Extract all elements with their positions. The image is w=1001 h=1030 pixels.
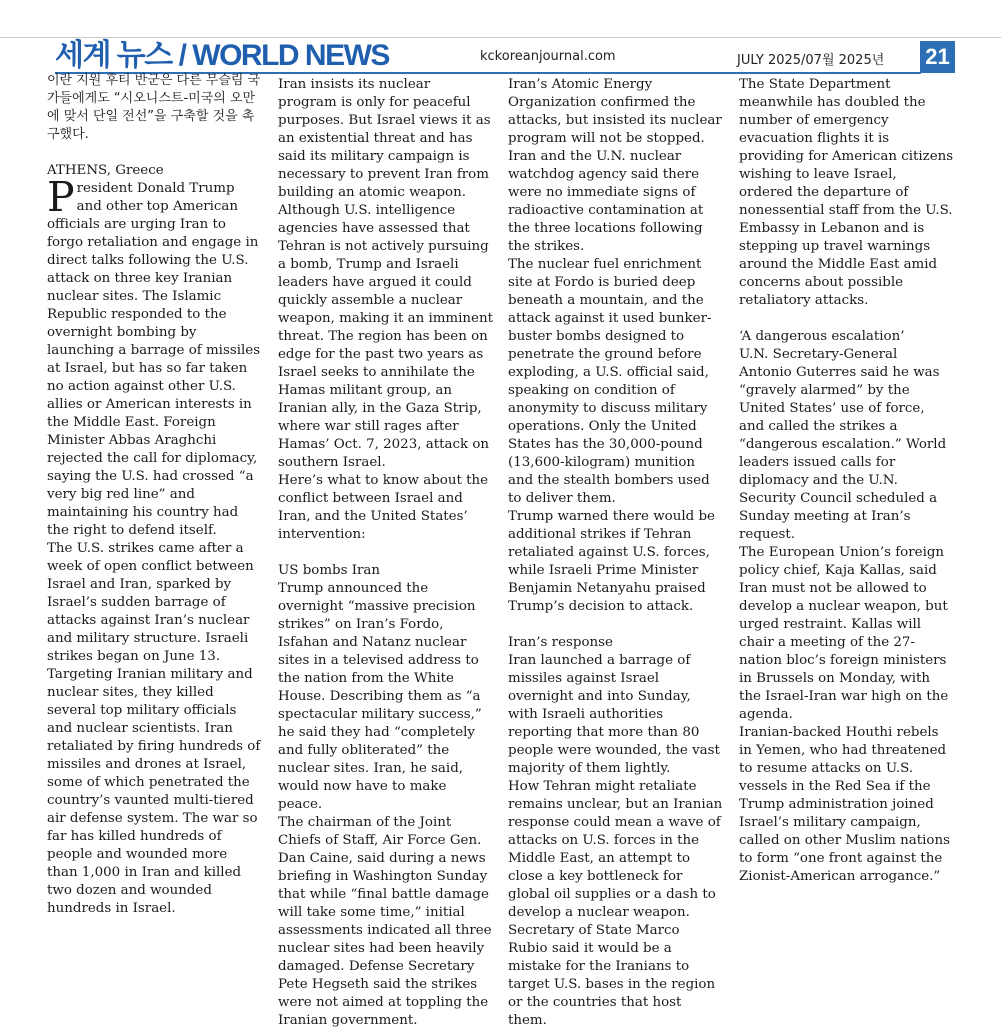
paragraph-12: How Tehran might retaliate remains unclear, but an Iranian response could mean a wave of attacks on U.S. forces in the Middle East, an attempt to close a key bottleneck for global oil supplies or a dash to develop a nuclear weapon. Secretary of State Marco Rubio said it would be a mistake for the Iranians to target U.S. bases in the region or the countries that host them. [508,779,723,1028]
drop-cap: P [47,173,75,221]
paragraph-3: Iran insists its nuclear program is only for peaceful purposes. But Israel views it as an existential threat and has said its military campaign is necessary to prevent Iran from building an atomic weapon. Although U.S. intelligence agencies have assessed that Tehran is not actively pursuing a bomb, Trump and Israeli leaders have argued it could quickly assemble a nuclear weapon, making it an imminent threat. The region has been on edge for the past two years as Israel seeks to annihilate the Hamas militant group, an Iranian ally, in the Gaza Strip, where war still rages after Hamas’ Oct. 7, 2023, attack on southern Israel. [278,77,493,470]
paragraph-1 [47,173,262,540]
paragraph-9: The nuclear fuel enrichment site at Fordo is buried deep beneath a mountain, and the attack against it used bunker-buster bombs designed to penetrate the ground before exploding, a U.S. official said, speaking on condition of anonymity to discuss military operations. Only the United States has the 30,000-pound (13,600-kilogram) munition and the stealth bombers used to deliver them. [508,257,712,506]
paragraph-5: Trump announced the overnight “massive precision strikes” on Iran’s Fordo, Isfahan and Natanz nuclear sites in a televised address to the nation from the White House. Describing them as “a spectacular military success,” he said they had “completely and fully obliterated” the nuclear sites. Iran, he said, would now have to make peace. [278,581,482,812]
subhead-us-bombs-iran: US bombs Iran [278,563,381,578]
paragraph-13: The State Department meanwhile has doubled the number of emergency evacuation flights it is providing for American citizens wishing to leave Israel, ordered the departure of nonessential staff from the U.S. Embassy in Lebanon and is stepping up travel warnings around the Middle East amid concerns about possible retaliatory attacks. [739,77,954,308]
article-column-4 [739,76,954,986]
article-column-3 [508,76,723,1028]
article-column-1 [47,72,262,982]
site-url[interactable]: kckoreanjournal.com [480,49,616,64]
issue-date: JULY 2025/07월 2025년 [737,53,885,68]
paragraph-2: The U.S. strikes came after a week of open conflict between Israel and Iran, sparked by Israel’s sudden barrage of attacks against Iran’s nuclear and military structure. Israeli strikes began on June 13. Targeting Iranian military and nuclear sites, they killed several top military officials and nuclear scientists. Iran retaliated by firing hundreds of missiles and drones at Israel, some of which penetrated the country’s vaunted multi-tiered air defense system. The war so far has killed hundreds of people and wounded more than 1,000 in Iran and killed two dozen and wounded hundreds in Israel. [47,541,261,916]
paragraph-11: Iran launched a barrage of missiles against Israel overnight and into Sunday, with Israeli authorities reporting that more than 80 people were wounded, the vast majority of them lightly. [508,653,720,776]
paragraph-4: Here’s what to know about the conflict between Israel and Iran, and the United States’ intervention: [278,473,489,542]
paragraph-14: U.N. Secretary-General Antonio Guterres said he was “gravely alarmed” by the United States’ use of force, and called the strikes a “dangerous escalation.” World leaders issued calls for diplomacy and the U.N. Security Council scheduled a Sunday meeting at Iran’s request. [739,347,947,542]
paragraph-10: Trump warned there would be additional strikes if Tehran retaliated against U.S. forces, while Israeli Prime Minister Benjamin Netanyahu praised Trump’s decision to attack. [508,509,715,614]
page-number-badge: 21 [920,41,955,73]
paragraph-6: The chairman of the Joint Chiefs of Staff, Air Force Gen. Dan Caine, said during a news briefing in Washington Sunday that while “final battle damage will take some time,” initial assessments indicated all three nuclear sites had been heavily damaged. Defense Secretary Pete Hegseth said the strikes were not aimed at toppling the Iranian government. [278,815,492,1028]
subhead-irans-response: Iran’s response [508,635,613,650]
section-title: 세계 뉴스 / WORLD NEWS [55,39,389,72]
korean-lede: 이란 지원 후티 반군은 다른 무슬림 국가들에게도 “시오니스트-미국의 오만에 맞서 단일 전선”을 구축할 것을 촉구했다. [47,73,261,142]
paragraph-8: Iran and the U.N. nuclear watchdog agency said there were no immediate signs of radioactive contamination at the three locations following the strikes. [508,149,704,254]
masthead [55,38,955,76]
paragraph-7: Iran’s Atomic Energy Organization confirmed the attacks, but insisted its nuclear program will not be stopped. [508,77,722,146]
dateline: ATHENS, Greece [47,163,164,178]
article-column-2 [278,76,493,1028]
subhead-dangerous-escalation: ‘A dangerous escalation’ [739,329,905,344]
paragraph-16: Iranian-backed Houthi rebels in Yemen, who had threatened to resume attacks on U.S. vessels in the Red Sea if the Trump administration joined Israel’s military campaign, called on other Muslim nations to form “one front against the Zionist-American arrogance.” [739,725,950,884]
paragraph-1-text: resident Donald Trump and other top American officials are urging Iran to forgo retaliation and engage in direct talks following the U.S. attack on three key Iranian nuclear sites. The Islamic Republic responded to the overnight bombing by launching a barrage of missiles at Israel, but has so far taken no action against other U.S. allies or American interests in the Middle East. Foreign Minister Abbas Araghchi rejected the call for diplomacy, saying the U.S. had crossed “a very big red line” and maintaining his country had the right to defend itself. [47,181,261,538]
paragraph-15: The European Union’s foreign policy chief, Kaja Kallas, said Iran must not be allowed to develop a nuclear weapon, but urged restraint. Kallas will chair a meeting of the 27-nation bloc’s foreign ministers in Brussels on Monday, with the Israel-Iran war high on the agenda. [739,545,949,722]
